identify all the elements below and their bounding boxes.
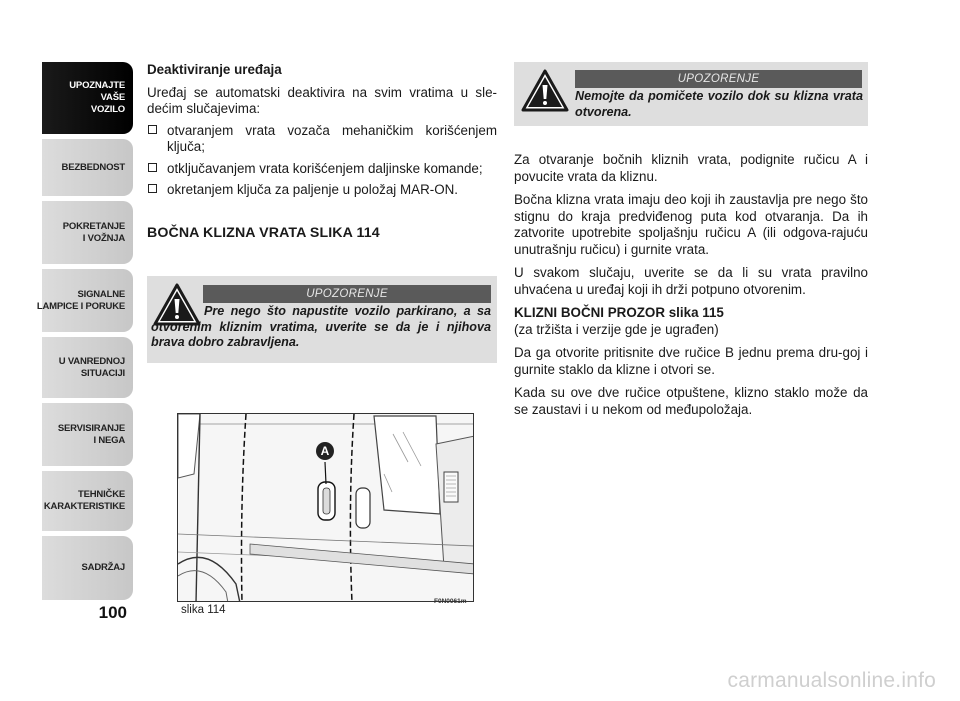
warning-box-right bbox=[514, 62, 868, 126]
paragraph: Za otvaranje bočnih kliznih vrata, podignite ručicu A i povucite vrata da kliznu. bbox=[514, 152, 868, 184]
sub-note: (za tržišta i verzije gde je ugrađen) bbox=[514, 321, 719, 337]
checkbox-bullet-icon bbox=[148, 163, 157, 172]
tab-label: BEZBEDNOST bbox=[61, 161, 125, 173]
tab-label: SADRŽAJ bbox=[81, 562, 125, 573]
right-column bbox=[514, 152, 868, 425]
warning-label: UPOZORENJE bbox=[575, 70, 862, 88]
intro-paragraph: Uređaj se automatski deaktivira na svim vratima u slе-dećim slučajevima: bbox=[147, 84, 497, 116]
paragraph: Da ga otvorite pritisnite dve ručice B jednu prema dru-goj i gurnite staklo da klizne i otvori se. bbox=[514, 345, 868, 377]
tab-tehnicke-karakteristike[interactable] bbox=[42, 471, 133, 531]
tab-label: TEHNIČKE bbox=[78, 489, 125, 500]
tab-label: VAŠE bbox=[100, 92, 125, 103]
tab-label: KARAKTERISTIKE bbox=[43, 501, 125, 512]
tab-bezbednost[interactable] bbox=[42, 139, 133, 196]
callout-label: A bbox=[320, 444, 330, 458]
tab-label: LAMPICE I PORUKE bbox=[36, 300, 125, 312]
tab-label: SIGNALNE bbox=[77, 288, 125, 300]
warning-triangle-icon bbox=[521, 69, 569, 112]
tab-label: SERVISIRANJE bbox=[57, 422, 125, 434]
figure-code: F0N0061m bbox=[434, 598, 467, 605]
sub-title: KLIZNI BOČNI PROZOR slika 115 bbox=[514, 305, 724, 320]
tab-servisiranje-i-nega[interactable] bbox=[42, 403, 133, 466]
bullet-text: okretanjem ključa za paljenje u položaj MAR-ON. bbox=[167, 182, 459, 197]
tab-upoznajte-vase-vozilo[interactable] bbox=[42, 62, 133, 134]
warning-box-left bbox=[147, 276, 497, 363]
section-title: BOČNA KLIZNA VRATA SLIKA 114 bbox=[147, 224, 380, 241]
tab-label: POKRETANJE bbox=[62, 220, 125, 232]
warning-text: Nemojte da pomičete vozilo dok su klizna vrata otvorena. bbox=[575, 89, 863, 119]
list-item bbox=[147, 161, 497, 178]
tab-label: I NEGA bbox=[93, 434, 125, 446]
warning-text bbox=[151, 304, 491, 351]
tab-label: VOZILO bbox=[90, 104, 125, 115]
bullet-list bbox=[147, 123, 497, 199]
tab-label: SITUACIJI bbox=[80, 367, 125, 379]
tab-pokretanje-i-voznja[interactable] bbox=[42, 201, 133, 264]
paragraph: U svakom slučaju, uverite se da li su vrata pravilno uhvaćena u uređaj koji ih drži potpuno otvorenim. bbox=[514, 265, 868, 297]
figure-sliding-door bbox=[177, 413, 474, 602]
watermark: carmanualsonline.info bbox=[727, 669, 936, 692]
page-number: 100 bbox=[98, 603, 127, 622]
callout-a-marker bbox=[316, 442, 334, 460]
warning-text-content: Pre nego što napustite vozilo parkirano, a sa otvorenim kliznim vratima, uverite se da je i njihova brava dobro zabravljena. bbox=[151, 304, 491, 349]
list-item bbox=[147, 123, 497, 156]
bullet-text: otvaranjem vrata vozača mehaničkim korišćenjem ključa; bbox=[167, 122, 497, 154]
checkbox-bullet-icon bbox=[148, 184, 157, 193]
left-column bbox=[147, 62, 497, 241]
checkbox-bullet-icon bbox=[148, 125, 157, 134]
subheading-deaktiviranje: Deaktiviranje uređaja bbox=[147, 62, 282, 77]
tab-sadrzaj[interactable] bbox=[42, 536, 133, 600]
tab-label: U VANREDNOJ bbox=[58, 355, 125, 367]
figure-caption: slika 114 bbox=[181, 604, 226, 616]
warning-label: UPOZORENJE bbox=[203, 285, 491, 303]
tab-signalne-lampice[interactable] bbox=[36, 269, 133, 332]
list-item bbox=[147, 182, 497, 199]
paragraph: Bočna klizna vrata imaju deo koji ih zaustavlja pre nego što stignu do kraja predviđenog puta kod otvaranja. Da ih zatvorite upotrebite spoljašnju ručicu A (ili odgova-rajuću unutrašnju ručicu) i gurnite vrata. bbox=[514, 192, 868, 257]
tab-label: I VOŽNJA bbox=[82, 232, 125, 244]
bullet-text: otključavanjem vrata korišćenjem daljinske komande; bbox=[167, 160, 483, 176]
tab-label: UPOZNAJTE bbox=[69, 80, 125, 91]
paragraph: Kada su ove dve ručice otpuštene, klizno staklo može da se zaustavi i u nekom od međupoložaja. bbox=[514, 385, 868, 417]
tab-u-vanrednoj-situaciji[interactable] bbox=[42, 337, 133, 398]
